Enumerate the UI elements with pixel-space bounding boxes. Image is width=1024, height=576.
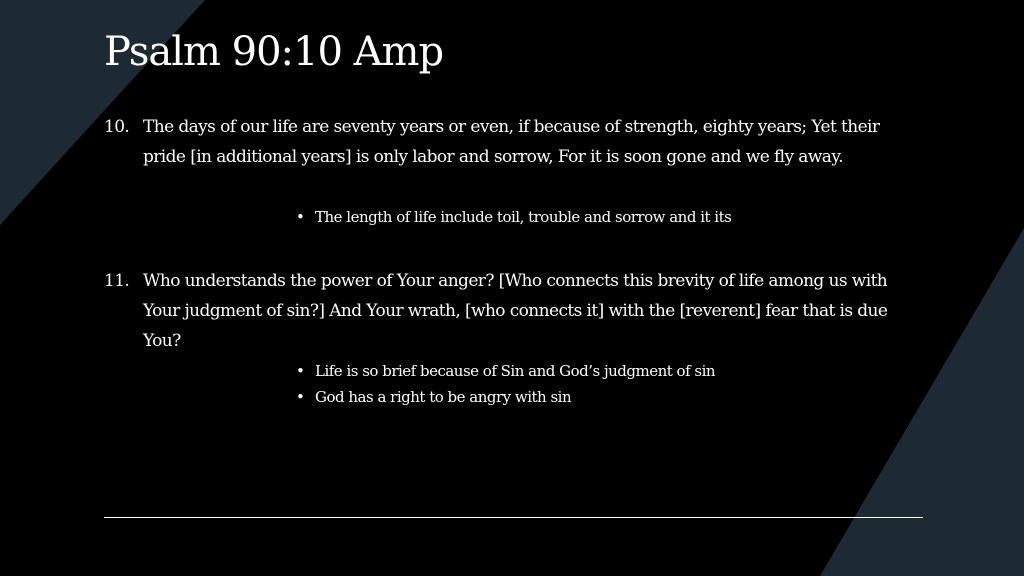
verse-number: 10. [104,117,130,137]
bullet-icon: • [296,362,305,380]
slide-title: Psalm 90:10 Amp [104,29,444,75]
footer-divider [104,517,923,518]
verse-10-notes [296,204,731,230]
verse-text: Who understands the power of Your anger? [Who connects this brevity of life among us with Your judgment of sin?] And Your wrath, [who connects it] with the [reverent] fear that is due You? [143,271,888,351]
note-item [296,204,731,230]
verse-11-notes [296,358,715,410]
note-item [296,384,715,410]
bullet-icon: • [296,208,305,226]
verse-11 [104,266,904,356]
note-text: Life is so brief because of Sin and God’s judgment of sin [315,362,716,380]
verse-text: The days of our life are seventy years or even, if because of strength, eighty years; Yet their pride [in additional years] is only labor and sorrow, For it is soon gone and we fly away. [143,117,880,167]
note-text: The length of life include toil, trouble and sorrow and it its [315,208,732,226]
verse-10 [104,112,904,172]
bullet-icon: • [296,388,305,406]
verse-number: 11. [104,271,130,291]
note-text: God has a right to be angry with sin [315,388,572,406]
note-item [296,358,715,384]
